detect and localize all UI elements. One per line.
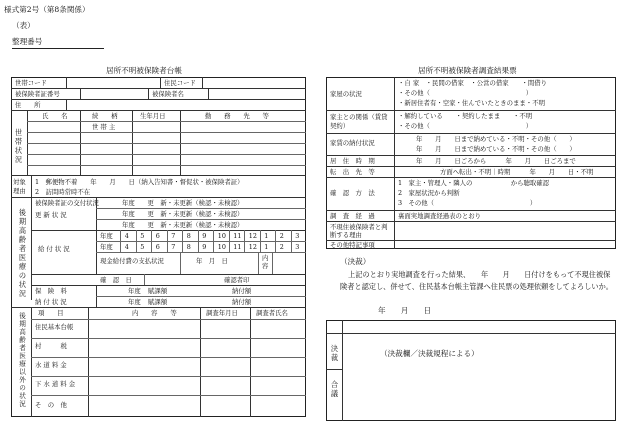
- kessai-column-label: 決裁: [330, 344, 339, 362]
- fuka-gaku-1: 賦課額: [148, 287, 168, 295]
- month-cell: 8: [186, 243, 191, 251]
- month-cell: 4: [124, 232, 129, 240]
- month-cell: 10: [217, 232, 226, 240]
- kessai-title: （決裁）: [340, 257, 371, 266]
- nendo-row-3: 年度 更 新・未更新（検認・未検認）: [122, 221, 244, 229]
- yanushi-label: 家主との関係（賃貸契約）: [330, 113, 388, 130]
- setai-col-birth: 生年月日: [140, 112, 166, 120]
- hihoshou-kofu-label: 被保険者証の交付状況: [35, 199, 99, 207]
- igai-item-juki: 住民基本台帳: [35, 323, 74, 331]
- month-divider: [275, 230, 276, 241]
- chosa-keika-value: 裏面実地調査経過表のとおり: [398, 212, 482, 220]
- month-divider: [182, 241, 183, 252]
- month-cell: 8: [186, 232, 191, 240]
- month-cell: 7: [171, 232, 176, 240]
- jumin-code-label: 住民コード: [164, 79, 196, 87]
- month-cell: 1: [264, 232, 269, 240]
- nofu-gaku-1: 納付額: [232, 287, 252, 295]
- month-cell: 3: [295, 243, 300, 251]
- hokenryo-nendo-1: 年度: [128, 287, 141, 295]
- month-divider: [198, 241, 199, 252]
- kakunin-hoho-label: 確 認 方 法: [330, 189, 375, 197]
- hihokensha-sho-label: 被保険者証番号: [15, 90, 60, 98]
- seiri-bango-underline: [12, 48, 104, 49]
- month-divider: [244, 230, 245, 241]
- setai-code-label: 世帯コード: [15, 79, 47, 87]
- fuka-gaku-2: 賦課額: [148, 298, 168, 306]
- month-cell: 6: [155, 232, 160, 240]
- tenshutsu-value: 方面へ転出・不明｜時期 年 月 日・不明: [440, 168, 594, 176]
- taisho-reason-1: 1 郵便物不着 年 月 日（納入告知書・督促状・被保険者証）: [35, 178, 244, 186]
- hokenryo-nendo-2: 年度: [128, 298, 141, 306]
- igai-col-komoku: 項 目: [38, 309, 64, 317]
- month-divider: [151, 230, 152, 241]
- kyufu-jokyo-label: 給 付 状 況: [38, 245, 70, 253]
- igai-col-naiyo: 内 容 等: [132, 309, 177, 317]
- taisho-riyu-label: 対象理由: [13, 178, 26, 195]
- koshin-jokyo-label: 更 新 状 況: [35, 211, 67, 219]
- sonota-tokki-label: その他特記事項: [330, 241, 375, 249]
- taisho-reason-2: 2 訪問時常時不在: [35, 188, 91, 196]
- yachin-row-2: 年 月 日まで納めている・不明・その他（ ）: [416, 145, 576, 153]
- kaoku-option-1: ・自 家 ・民間の借家 ・公営の借家 ・間借り: [398, 79, 548, 87]
- igai-item-suido: 水 道 料 金: [35, 361, 67, 369]
- setai-col-name: 氏 名: [42, 112, 68, 120]
- kakunin-bi-label: 確 認 日: [100, 276, 132, 284]
- seiri-bango-label: 整理番号: [12, 37, 43, 46]
- kakunin-hoho-3: 3 その他（ ）: [398, 199, 537, 207]
- kaoku-option-3: ・新居住者有・空家・住んでいたときのまま・不明: [398, 99, 545, 107]
- kyoju-label: 居 住 時 期: [330, 157, 375, 165]
- month-cell: 10: [217, 243, 226, 251]
- kakunin-in-label: 確認者印: [224, 276, 250, 284]
- kessai-date-line: 年 月 日: [378, 306, 432, 315]
- nendo-row-1: 年度 更 新・未更新（検認・未検認）: [122, 199, 244, 207]
- month-divider: [167, 230, 168, 241]
- tenshutsu-label: 転 出 先 等: [330, 168, 375, 176]
- igai-item-sonota: そ の 他: [35, 401, 67, 409]
- month-cell: 3: [295, 232, 300, 240]
- setai-jokyo-vertical-label: 世帯状況: [14, 128, 23, 164]
- igai-item-sonzei: 村 税: [35, 342, 67, 350]
- igai-col-chosasha: 調査者氏名: [256, 309, 288, 317]
- kessai-text: 上記のとおり実地調査を行った結果、 年 月 日付けをもって不現住被保険者と認定し、併せて、住民基本台帳主管課へ住民票の処理依頼をしてよろしいか。: [340, 270, 613, 291]
- koki-vertical-label: 後期高齢者医療の状況: [18, 208, 27, 298]
- yanushi-option-1: ・解約している ・契約したまま ・不明: [398, 112, 533, 120]
- month-cell: 7: [171, 243, 176, 251]
- kyufu-nendo-1: 年度: [100, 232, 113, 240]
- month-divider: [151, 241, 152, 252]
- igai-vertical-label: 後期高齢者医療以外の状況: [19, 312, 26, 408]
- yanushi-option-2: ・その他（ ）: [398, 122, 533, 130]
- setai-nushi-label: 世 帯 主: [92, 123, 116, 131]
- month-cell: 11: [233, 243, 242, 251]
- month-divider: [167, 241, 168, 252]
- right-title: 居所不明被保険者調査結果票: [418, 66, 517, 75]
- month-cell: 2: [279, 232, 284, 240]
- month-divider: [291, 230, 292, 241]
- month-cell: 1: [264, 243, 269, 251]
- hokenryo-label: 保 険 料: [35, 287, 67, 295]
- kessai-placeholder: （決裁欄／決裁規程による）: [380, 349, 479, 358]
- form-number: 様式第2号（第8条関係）: [4, 5, 90, 14]
- kakunin-hoho-1: 1 家主・管理人・隣人の から聴取確認: [398, 179, 550, 187]
- jusho-label: 住 所: [15, 101, 41, 109]
- kessai-box: [326, 320, 616, 421]
- month-cell: 9: [202, 232, 207, 240]
- month-divider: [229, 230, 230, 241]
- left-title: 居所不明被保険者台帳: [106, 66, 182, 75]
- month-divider: [213, 230, 214, 241]
- month-divider: [182, 230, 183, 241]
- month-cell: 5: [140, 232, 145, 240]
- yachin-row-1: 年 月 日まで納めている・不明・その他（ ）: [416, 135, 576, 143]
- nofu-gaku-2: 納付額: [232, 298, 252, 306]
- month-cell: 9: [202, 243, 207, 251]
- month-divider: [136, 241, 137, 252]
- side-label: （表）: [12, 21, 35, 30]
- gougi-column-label: 合議: [330, 380, 339, 398]
- fumei-riyu-label: 不現住被保険者と判断する理由: [330, 223, 388, 239]
- month-divider: [244, 241, 245, 252]
- naiyo-label: 内容: [262, 254, 269, 270]
- month-divider: [229, 241, 230, 252]
- month-cell: 11: [233, 232, 242, 240]
- kyufu-nendo-2: 年度: [100, 243, 113, 251]
- month-cell: 2: [279, 243, 284, 251]
- month-divider: [198, 230, 199, 241]
- hihokensha-mei-label: 被保険者名: [152, 90, 184, 98]
- month-divider: [260, 230, 261, 241]
- setai-col-kinmu: 勤 務 先 等: [205, 112, 269, 120]
- month-divider: [275, 241, 276, 252]
- month-cell: 12: [248, 243, 257, 251]
- genkin-date: 年 月 日: [196, 257, 228, 265]
- month-divider: [213, 241, 214, 252]
- month-divider: [291, 241, 292, 252]
- month-divider: [260, 241, 261, 252]
- month-cell: 5: [140, 243, 145, 251]
- genkin-kyufu-label: 現金給付費の支払状況: [100, 257, 164, 265]
- igai-col-chosabi: 調査年月日: [206, 309, 238, 317]
- nofu-jokyo-label: 納 付 状 況: [35, 298, 67, 306]
- kyoju-value: 年 月 日ごろから 年 月 日ごろまで: [416, 157, 576, 165]
- kakunin-hoho-2: 2 家屋状況から判断: [398, 189, 460, 197]
- nendo-row-2: 年度 更 新・未更新（検認・未検認）: [122, 210, 244, 218]
- yachin-label: 家賃の納付状況: [330, 139, 375, 147]
- month-cell: 12: [248, 232, 257, 240]
- kaoku-label: 家屋の状況: [330, 90, 362, 98]
- month-divider: [136, 230, 137, 241]
- igai-item-gesuido: 下 水 道 料 金: [35, 380, 76, 388]
- month-cell: 6: [155, 243, 160, 251]
- month-cell: 4: [124, 243, 129, 251]
- kaoku-option-2: ・その他（ ）: [398, 89, 533, 97]
- setai-col-zokugara: 続 柄: [92, 112, 118, 120]
- chosa-keika-label: 調 査 経 過: [330, 212, 375, 220]
